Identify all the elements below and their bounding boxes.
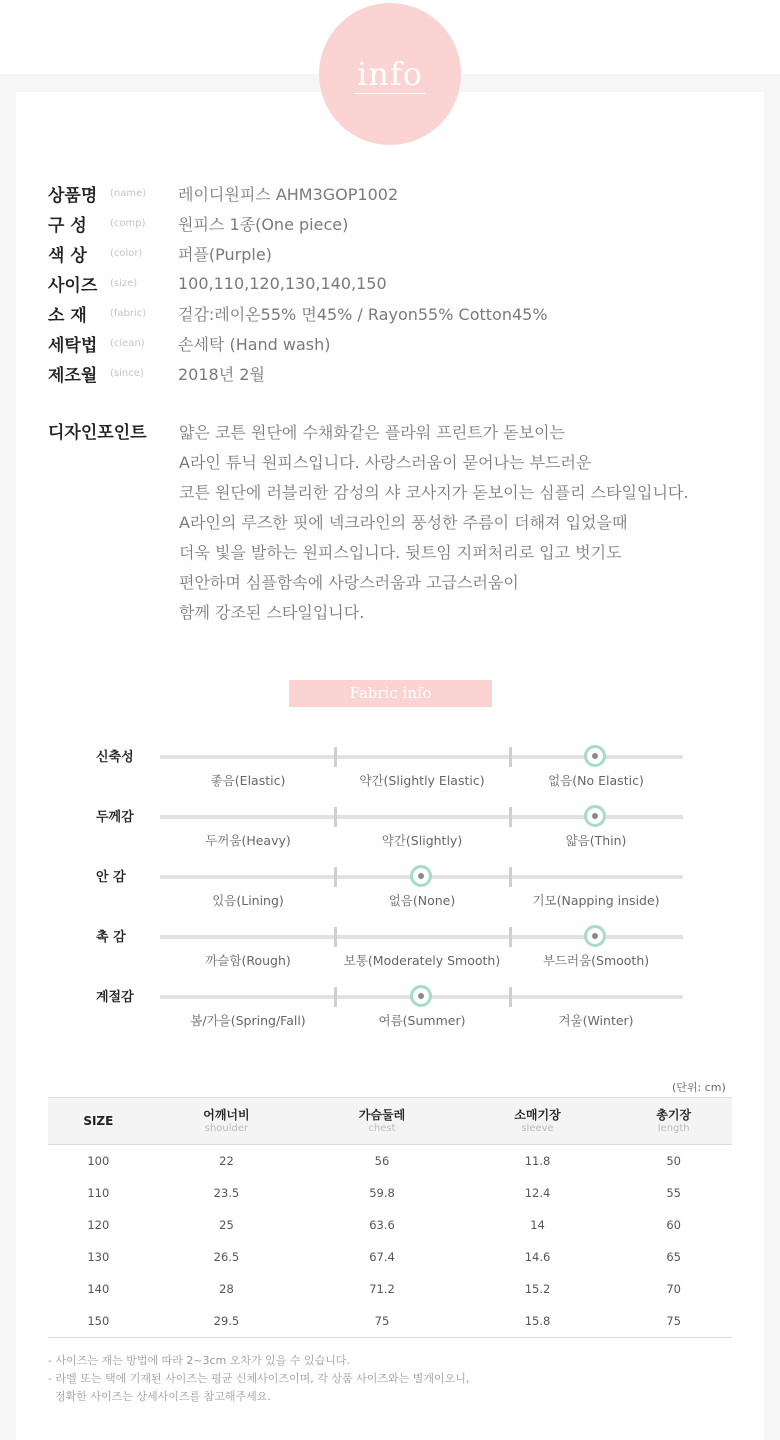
info-value: 100,110,120,130,140,150 [178, 273, 387, 293]
fabric-scale-divider [509, 807, 512, 827]
fabric-scale-row [96, 750, 696, 815]
fabric-scale-track [160, 935, 683, 968]
table-cell: 28 [219, 1282, 234, 1296]
design-point-title: 디자인포인트 [48, 423, 147, 443]
fabric-scale-divider [334, 927, 337, 947]
table-cell: 110 [87, 1186, 110, 1200]
fabric-scale-option: 좋음(Elastic) [210, 773, 286, 788]
info-key: 상품명 [48, 185, 98, 206]
info-row-color [48, 238, 748, 268]
table-cell: 70 [666, 1282, 681, 1296]
fabric-scale-label: 계절감 [96, 990, 134, 1005]
table-cell: 71.2 [369, 1282, 395, 1296]
table-cell: 14 [530, 1218, 545, 1232]
info-sub: (name) [110, 187, 147, 199]
note-line: - 사이즈는 재는 방법에 따라 2~3cm 오차가 있을 수 있습니다. [48, 1354, 351, 1367]
info-key: 사이즈 [48, 275, 98, 296]
design-line: 편안하며 심플함속에 사랑스러움과 고급스러움이 [179, 573, 519, 592]
info-key: 소 재 [48, 305, 87, 326]
fabric-scale-label: 촉 감 [96, 930, 126, 945]
fabric-scale-row [96, 990, 696, 1055]
info-row-comp [48, 208, 748, 238]
table-cell: 15.8 [460, 1305, 616, 1338]
fabric-scale-divider [509, 987, 512, 1007]
table-row [48, 1145, 732, 1178]
fabric-scale-row [96, 930, 696, 995]
table-cell: 11.8 [524, 1154, 551, 1168]
fabric-scale-option: 기모(Napping inside) [532, 893, 660, 908]
info-key: 제조월 [48, 365, 98, 386]
unit-label: (단위: cm) [672, 1081, 726, 1094]
fabric-scale-divider [334, 807, 337, 827]
info-badge [319, 3, 461, 145]
design-line: 얇은 코튼 원단에 수채화같은 플라워 프린트가 돋보이는 [179, 423, 566, 442]
table-cell: 120 [87, 1218, 110, 1232]
table-cell: 14.6 [524, 1250, 551, 1264]
fabric-scale-option: 약간(Slightly Elastic) [359, 773, 485, 788]
product-info [48, 178, 748, 388]
info-value: 2018년 2월 [178, 364, 265, 384]
table-cell: 59.8 [369, 1186, 395, 1200]
table-row [48, 1305, 732, 1338]
table-row [48, 1177, 732, 1209]
info-value: 원피스 1종(One piece) [178, 214, 349, 234]
info-row-name [48, 178, 748, 208]
fabric-scale-row [96, 810, 696, 875]
fabric-scale-selected-marker [584, 925, 606, 947]
fabric-scale-selected-marker [410, 985, 432, 1007]
fabric-scale-track [160, 815, 683, 848]
fabric-scale-label: 안 감 [96, 870, 126, 885]
table-cell: 150 [48, 1305, 149, 1338]
table-cell: 15.2 [524, 1282, 551, 1296]
info-key: 색 상 [48, 245, 87, 266]
fabric-scale-option: 두꺼움(Heavy) [205, 833, 291, 848]
table-cell: 67.4 [369, 1250, 395, 1264]
table-cell: 22 [219, 1154, 234, 1168]
header-length: 총기장 length [615, 1098, 732, 1145]
table-cell: 100 [87, 1154, 110, 1168]
fabric-scale-track [160, 995, 683, 1028]
note-line: 정확한 사이즈는 상세사이즈를 참고해주세요. [48, 1390, 271, 1403]
size-table-header [48, 1098, 732, 1145]
header-chest: 가슴둘레 chest [304, 1098, 460, 1145]
fabric-scale-option: 있음(Lining) [212, 893, 284, 908]
fabric-scale-label: 신축성 [96, 750, 134, 765]
fabric-scale-option: 없음(No Elastic) [548, 773, 644, 788]
fabric-scale-divider [509, 867, 512, 887]
table-cell: 23.5 [213, 1186, 240, 1200]
fabric-scale-track [160, 755, 683, 788]
table-cell: 25 [219, 1218, 234, 1232]
design-line: 함께 강조된 스타일입니다. [179, 603, 365, 622]
table-cell: 65 [666, 1250, 681, 1264]
note-line: - 라벨 또는 택에 기재된 사이즈는 평균 신체사이즈이며, 각 상품 사이즈와는 별개이오니, [48, 1372, 470, 1385]
info-value: 겉감:레이온55% 면45% / Rayon55% Cotton45% [178, 304, 548, 324]
design-line: A라인의 루즈한 핏에 넥크라인의 풍성한 주름이 더해져 입었을때 [179, 513, 628, 532]
fabric-scale-option: 얇음(Thin) [565, 833, 627, 848]
table-cell: 63.6 [369, 1218, 395, 1232]
info-row-fabric [48, 298, 748, 328]
fabric-scale-selected-marker [584, 805, 606, 827]
info-sub: (color) [110, 247, 143, 259]
fabric-scale-option: 겨울(Winter) [558, 1013, 634, 1028]
info-row-clean [48, 328, 748, 358]
table-cell: 75 [615, 1305, 732, 1338]
design-line: 코튼 원단에 러블리한 감성의 샤 코사지가 돋보이는 심플리 스타일입니다. [179, 483, 689, 502]
info-sub: (since) [110, 367, 144, 379]
header-size: SIZE [48, 1098, 149, 1145]
fabric-scale-track [160, 875, 683, 908]
fabric-scale-option: 보통(Moderately Smooth) [343, 953, 501, 968]
table-cell: 29.5 [149, 1305, 305, 1338]
fabric-scale-selected-marker [584, 745, 606, 767]
table-row [48, 1241, 732, 1273]
table-cell: 56 [374, 1154, 390, 1168]
table-cell: 50 [666, 1154, 681, 1168]
fabric-scale-selected-marker [410, 865, 432, 887]
table-cell: 26.5 [213, 1250, 240, 1264]
info-sub: (comp) [110, 217, 146, 229]
info-value: 퍼플(Purple) [178, 244, 272, 264]
fabric-scale-divider [334, 987, 337, 1007]
table-cell: 140 [87, 1282, 110, 1296]
fabric-scale-divider [509, 927, 512, 947]
fabric-scale-divider [334, 867, 337, 887]
info-sub: (fabric) [110, 307, 147, 319]
fabric-scale-option: 없음(None) [388, 893, 456, 908]
fabric-scale-label: 두께감 [96, 810, 134, 825]
info-key: 세탁법 [48, 335, 98, 356]
fabric-scale-option: 여름(Summer) [378, 1013, 466, 1028]
info-badge-label: info [357, 55, 423, 93]
info-value: 레이디원피스 AHM3GOP1002 [178, 184, 399, 204]
info-value: 손세탁 (Hand wash) [178, 334, 331, 354]
fabric-scale-option: 까슬함(Rough) [205, 953, 291, 968]
table-cell: 55 [666, 1186, 681, 1200]
info-row-since [48, 358, 748, 388]
table-cell: 130 [87, 1250, 110, 1264]
info-sub: (clean) [110, 337, 145, 349]
header-sleeve: 소매기장 sleeve [460, 1098, 616, 1145]
fabric-info-title: Fabric info [289, 680, 492, 707]
table-cell: 75 [304, 1305, 460, 1338]
design-line: A라인 튜닉 원피스입니다. 사랑스러움이 묻어나는 부드러운 [179, 453, 592, 472]
design-point-text [179, 418, 779, 628]
fabric-scale-divider [334, 747, 337, 767]
info-key: 구 성 [48, 215, 87, 236]
table-row [48, 1273, 732, 1305]
size-notes [48, 1352, 469, 1406]
fabric-scale-option: 부드러움(Smooth) [542, 953, 650, 968]
table-cell: 60 [666, 1218, 681, 1232]
info-sub: (size) [110, 277, 138, 289]
fabric-scale-option: 봄/가을(Spring/Fall) [190, 1013, 306, 1028]
size-table [48, 1097, 732, 1338]
table-cell: 12.4 [524, 1186, 551, 1200]
table-row [48, 1209, 732, 1241]
design-line: 더욱 빛을 발하는 원피스입니다. 뒷트임 지퍼처리로 입고 벗기도 [179, 543, 622, 562]
fabric-scale-row [96, 870, 696, 935]
header-shoulder: 어깨너비 shoulder [149, 1098, 305, 1145]
fabric-scale-option: 약간(Slightly) [381, 833, 463, 848]
fabric-scale-divider [509, 747, 512, 767]
info-row-size [48, 268, 748, 298]
